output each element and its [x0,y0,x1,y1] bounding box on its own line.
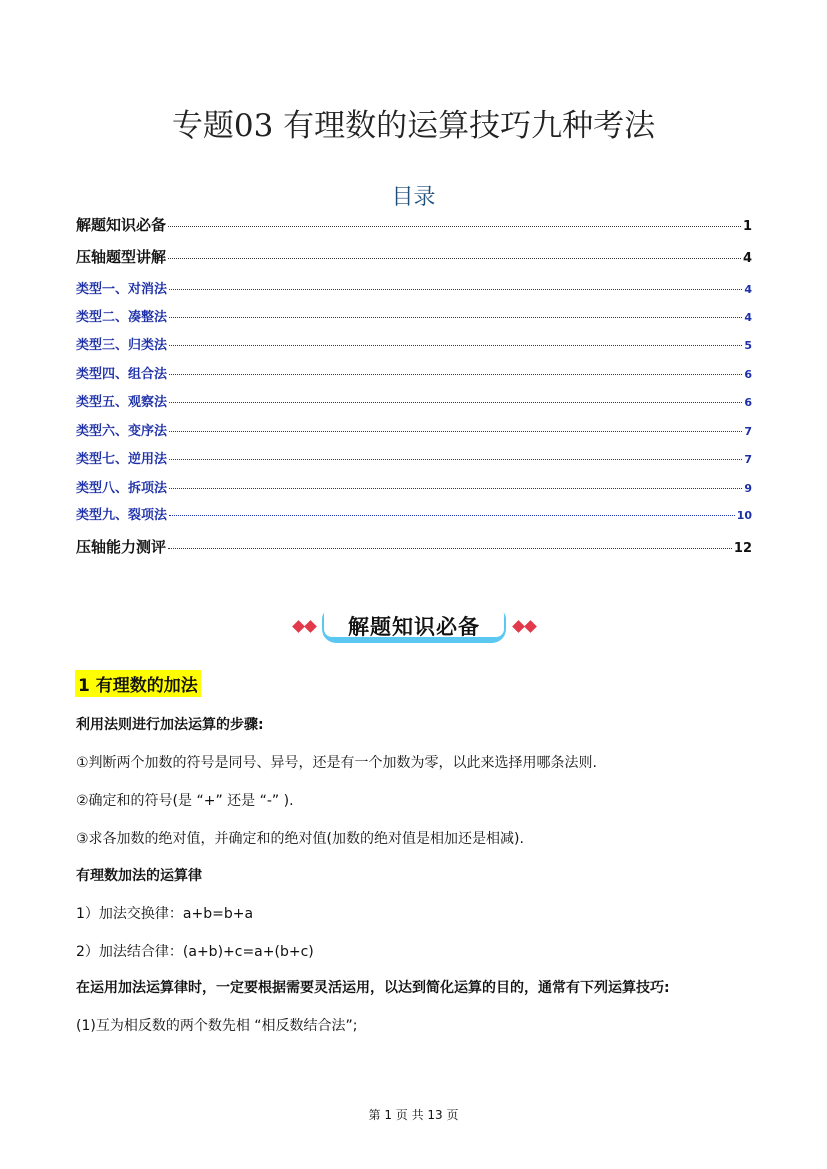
toc-entry-label: 压轴题型讲解 [76,248,167,266]
toc-entry-label: 类型一、对消法 [76,282,168,297]
toc-entry-page: 4 [744,283,752,296]
paragraph: ①判断两个加数的符号是同号、异号，还是有一个加数为零，以此来选择用哪条法则. [76,755,597,771]
toc-entry[interactable] [76,306,752,325]
paragraph: 利用法则进行加法运算的步骤: [76,717,264,733]
toc-entry-page: 5 [744,339,752,352]
section-banner [290,607,538,647]
toc-entry-page: 1 [742,219,752,234]
toc-entry[interactable] [76,504,752,523]
page-footer: 第 1 页 共 13 页 [368,1108,459,1122]
paragraph: 在运用加法运算律时，一定要根据需要灵活运用，以达到简化运算的目的，通常有下列运算技巧: [76,980,670,996]
toc-entry[interactable] [76,391,752,410]
paragraph: (1)互为相反数的两个数先相 “相反数结合法”; [76,1018,358,1034]
toc-leader [169,402,742,403]
toc-entry-label: 压轴能力测评 [76,538,167,556]
toc-leader [169,459,742,460]
toc-leader [168,226,741,227]
section-heading: 1 有理数的加法 [75,670,201,697]
toc-entry[interactable] [76,420,752,439]
diamond-icon [292,620,305,633]
paragraph: 有理数加法的运算律 [76,868,202,884]
toc-leader [169,374,742,375]
paragraph: 1）加法交换律：a+b=b+a [76,906,254,922]
toc-entry-label: 类型九、裂项法 [76,508,168,523]
toc-entry-label: 解题知识必备 [76,216,167,234]
toc-entry[interactable] [76,334,752,353]
toc-entry[interactable] [76,448,752,467]
diamond-icon [304,620,317,633]
toc-leader [169,289,742,290]
toc-leader [168,258,741,259]
toc-entry-page: 9 [744,482,752,495]
toc-leader [169,317,742,318]
toc-entry-page: 4 [742,251,752,266]
toc-entry-page: 7 [744,453,752,466]
toc-entry-label: 类型三、归类法 [76,338,168,353]
toc-entry-page: 4 [744,311,752,324]
toc-leader [168,548,732,549]
toc-entry-page: 12 [733,541,752,556]
toc-entry-page: 10 [736,509,752,522]
toc-entry-page: 7 [744,425,752,438]
toc-leader [169,515,735,516]
toc-entry-page: 6 [744,396,752,409]
toc-entry[interactable] [76,214,752,235]
toc-entry-label: 类型六、变序法 [76,424,168,439]
toc-entry-page: 6 [744,368,752,381]
banner-title: 解题知识必备 [348,615,480,639]
toc-entry-label: 类型四、组合法 [76,367,168,382]
toc-entry[interactable] [76,477,752,496]
toc-entry[interactable] [76,278,752,297]
document-title: 专题03 有理数的运算技巧九种考法 [171,108,656,144]
toc-entry[interactable] [76,363,752,382]
toc-leader [169,488,742,489]
toc-entry-label: 类型七、逆用法 [76,452,168,467]
toc-leader [169,431,742,432]
diamond-icon [524,620,537,633]
paragraph: 2）加法结合律：(a+b)+c=a+(b+c) [76,944,314,960]
toc-entry-label: 类型八、拆项法 [76,481,168,496]
toc-title: 目录 [391,185,436,210]
toc-entry[interactable] [76,536,752,557]
paragraph: ②确定和的符号(是 “+” 还是 “-” ). [76,793,294,809]
toc-leader [169,345,742,346]
toc-entry-label: 类型二、凑整法 [76,310,168,325]
toc-entry-label: 类型五、观察法 [76,395,168,410]
diamond-icon [512,620,525,633]
paragraph: ③求各加数的绝对值，并确定和的绝对值(加数的绝对值是相加还是相减). [76,831,524,847]
toc-entry[interactable] [76,246,752,267]
